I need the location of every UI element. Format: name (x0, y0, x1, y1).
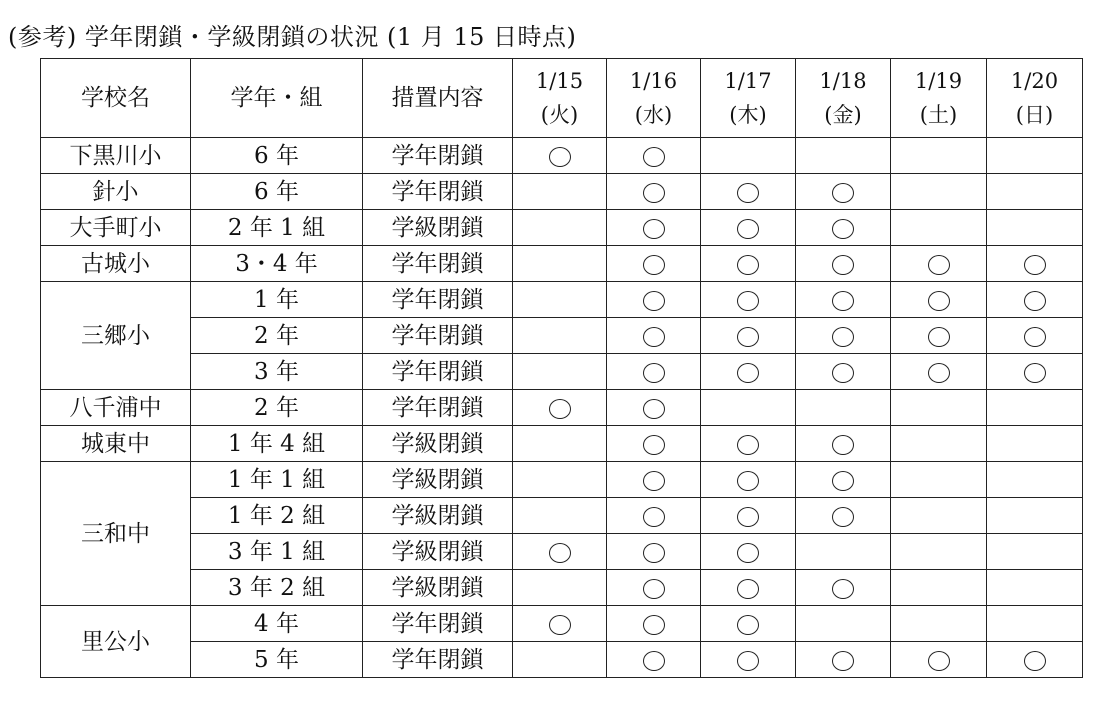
date-status-cell (891, 426, 987, 462)
closed-circle-mark-icon (1024, 363, 1046, 383)
date-status-cell (607, 462, 701, 498)
date-status-cell (987, 210, 1083, 246)
closed-circle-mark-icon (737, 651, 759, 671)
date-status-cell (513, 462, 607, 498)
school-name-cell: 城東中 (41, 426, 191, 462)
date-status-cell (796, 246, 891, 282)
measure-cell: 学級閉鎖 (363, 534, 513, 570)
date-status-cell (701, 282, 796, 318)
date-status-cell (891, 282, 987, 318)
closed-circle-mark-icon (1024, 255, 1046, 275)
closed-circle-mark-icon (737, 615, 759, 635)
table-row (41, 570, 1083, 606)
closed-circle-mark-icon (643, 291, 665, 311)
measure-cell: 学年閉鎖 (363, 390, 513, 426)
table-row (41, 282, 1083, 318)
date-status-cell (891, 462, 987, 498)
date-status-cell (796, 606, 891, 642)
closed-circle-mark-icon (928, 363, 950, 383)
closed-circle-mark-icon (737, 471, 759, 491)
measure-cell: 学年閉鎖 (363, 174, 513, 210)
date-status-cell (701, 570, 796, 606)
measure-cell: 学年閉鎖 (363, 354, 513, 390)
header-measure: 措置内容 (363, 59, 513, 138)
closed-circle-mark-icon (832, 363, 854, 383)
closed-circle-mark-icon (643, 399, 665, 419)
measure-cell: 学級閉鎖 (363, 570, 513, 606)
table-row (41, 390, 1083, 426)
closed-circle-mark-icon (832, 651, 854, 671)
header-date-col: 1/16 (水) (607, 59, 701, 138)
date-status-cell (701, 138, 796, 174)
date-status-cell (607, 246, 701, 282)
table-row (41, 354, 1083, 390)
closed-circle-mark-icon (643, 147, 665, 167)
closed-circle-mark-icon (737, 507, 759, 527)
date-status-cell (513, 570, 607, 606)
date-status-cell (987, 642, 1083, 678)
measure-cell: 学級閉鎖 (363, 210, 513, 246)
grade-class-cell: 1 年 2 組 (191, 498, 363, 534)
date-status-cell (513, 390, 607, 426)
date-status-cell (796, 354, 891, 390)
date-status-cell (701, 426, 796, 462)
closed-circle-mark-icon (643, 507, 665, 527)
school-name-cell: 針小 (41, 174, 191, 210)
date-status-cell (796, 318, 891, 354)
date-status-cell (796, 534, 891, 570)
date-status-cell (891, 246, 987, 282)
date-status-cell (701, 534, 796, 570)
table-row (41, 138, 1083, 174)
closed-circle-mark-icon (737, 543, 759, 563)
closed-circle-mark-icon (832, 291, 854, 311)
table-row (41, 498, 1083, 534)
closed-circle-mark-icon (549, 399, 571, 419)
date-status-cell (796, 390, 891, 426)
grade-class-cell: 3 年 2 組 (191, 570, 363, 606)
closed-circle-mark-icon (549, 147, 571, 167)
date-status-cell (987, 462, 1083, 498)
measure-cell: 学年閉鎖 (363, 246, 513, 282)
closed-circle-mark-icon (737, 435, 759, 455)
table-row (41, 642, 1083, 678)
date-status-cell (513, 606, 607, 642)
closed-circle-mark-icon (737, 291, 759, 311)
grade-class-cell: 6 年 (191, 174, 363, 210)
date-status-cell (987, 390, 1083, 426)
closed-circle-mark-icon (549, 615, 571, 635)
table-row (41, 246, 1083, 282)
date-status-cell (796, 498, 891, 534)
date-status-cell (701, 354, 796, 390)
date-status-cell (987, 246, 1083, 282)
date-status-cell (891, 642, 987, 678)
date-status-cell (891, 318, 987, 354)
school-name-cell: 里公小 (41, 606, 191, 678)
date-status-cell (701, 174, 796, 210)
date-status-cell (891, 174, 987, 210)
table-body (41, 138, 1083, 678)
grade-class-cell: 4 年 (191, 606, 363, 642)
header-row (41, 59, 1083, 138)
date-status-cell (701, 390, 796, 426)
date-status-cell (987, 498, 1083, 534)
date-status-cell (607, 390, 701, 426)
date-status-cell (987, 534, 1083, 570)
date-status-cell (891, 606, 987, 642)
date-status-cell (701, 498, 796, 534)
date-status-cell (701, 318, 796, 354)
date-status-cell (607, 174, 701, 210)
date-status-cell (796, 210, 891, 246)
closed-circle-mark-icon (643, 183, 665, 203)
date-status-cell (513, 498, 607, 534)
date-status-cell (607, 318, 701, 354)
date-status-cell (607, 354, 701, 390)
date-status-cell (891, 498, 987, 534)
closed-circle-mark-icon (832, 507, 854, 527)
grade-class-cell: 1 年 4 組 (191, 426, 363, 462)
date-status-cell (987, 282, 1083, 318)
table-row (41, 318, 1083, 354)
date-status-cell (607, 642, 701, 678)
date-status-cell (607, 210, 701, 246)
date-status-cell (701, 210, 796, 246)
closed-circle-mark-icon (832, 471, 854, 491)
date-status-cell (701, 462, 796, 498)
table-row (41, 210, 1083, 246)
header-date-col: 1/20 (日) (987, 59, 1083, 138)
date-status-cell (607, 498, 701, 534)
grade-class-cell: 2 年 1 組 (191, 210, 363, 246)
closed-circle-mark-icon (643, 651, 665, 671)
school-name-cell: 下黒川小 (41, 138, 191, 174)
measure-cell: 学年閉鎖 (363, 642, 513, 678)
date-status-cell (987, 606, 1083, 642)
date-status-cell (513, 282, 607, 318)
closed-circle-mark-icon (832, 435, 854, 455)
measure-cell: 学級閉鎖 (363, 462, 513, 498)
date-status-cell (987, 318, 1083, 354)
date-status-cell (796, 426, 891, 462)
date-status-cell (607, 282, 701, 318)
closed-circle-mark-icon (549, 543, 571, 563)
closed-circle-mark-icon (737, 219, 759, 239)
table-row (41, 426, 1083, 462)
closed-circle-mark-icon (643, 327, 665, 347)
date-status-cell (987, 174, 1083, 210)
date-status-cell (513, 534, 607, 570)
closed-circle-mark-icon (928, 327, 950, 347)
grade-class-cell: 5 年 (191, 642, 363, 678)
school-name-cell: 大手町小 (41, 210, 191, 246)
header-date-col: 1/18 (金) (796, 59, 891, 138)
date-status-cell (513, 246, 607, 282)
measure-cell: 学年閉鎖 (363, 606, 513, 642)
date-status-cell (513, 210, 607, 246)
date-status-cell (701, 642, 796, 678)
closed-circle-mark-icon (1024, 291, 1046, 311)
table-row (41, 174, 1083, 210)
grade-class-cell: 2 年 (191, 390, 363, 426)
closed-circle-mark-icon (643, 615, 665, 635)
date-status-cell (513, 354, 607, 390)
date-status-cell (701, 606, 796, 642)
closure-status-table (40, 58, 1083, 678)
date-status-cell (513, 426, 607, 462)
date-status-cell (891, 138, 987, 174)
closed-circle-mark-icon (1024, 651, 1046, 671)
measure-cell: 学年閉鎖 (363, 138, 513, 174)
closed-circle-mark-icon (928, 291, 950, 311)
date-status-cell (891, 570, 987, 606)
school-name-cell: 三郷小 (41, 282, 191, 390)
date-status-cell (891, 354, 987, 390)
closed-circle-mark-icon (928, 255, 950, 275)
closed-circle-mark-icon (832, 183, 854, 203)
date-status-cell (891, 390, 987, 426)
closed-circle-mark-icon (737, 255, 759, 275)
closed-circle-mark-icon (832, 579, 854, 599)
table-row (41, 462, 1083, 498)
date-status-cell (987, 426, 1083, 462)
table-row (41, 534, 1083, 570)
date-status-cell (513, 318, 607, 354)
closed-circle-mark-icon (643, 219, 665, 239)
date-status-cell (607, 138, 701, 174)
closed-circle-mark-icon (643, 543, 665, 563)
closed-circle-mark-icon (643, 579, 665, 599)
date-status-cell (796, 138, 891, 174)
date-status-cell (796, 642, 891, 678)
date-status-cell (987, 354, 1083, 390)
closed-circle-mark-icon (643, 471, 665, 491)
header-date-col: 1/19 (土) (891, 59, 987, 138)
date-status-cell (513, 138, 607, 174)
closed-circle-mark-icon (737, 183, 759, 203)
date-status-cell (987, 570, 1083, 606)
header-date-col: 1/15 (火) (513, 59, 607, 138)
date-status-cell (513, 174, 607, 210)
measure-cell: 学級閉鎖 (363, 426, 513, 462)
school-name-cell: 古城小 (41, 246, 191, 282)
header-date-col: 1/17 (木) (701, 59, 796, 138)
grade-class-cell: 6 年 (191, 138, 363, 174)
measure-cell: 学年閉鎖 (363, 282, 513, 318)
closed-circle-mark-icon (643, 435, 665, 455)
grade-class-cell: 1 年 1 組 (191, 462, 363, 498)
grade-class-cell: 3・4 年 (191, 246, 363, 282)
date-status-cell (796, 174, 891, 210)
header-grade: 学年・組 (191, 59, 363, 138)
closed-circle-mark-icon (832, 219, 854, 239)
date-status-cell (891, 210, 987, 246)
date-status-cell (796, 462, 891, 498)
closed-circle-mark-icon (928, 651, 950, 671)
date-status-cell (796, 282, 891, 318)
grade-class-cell: 2 年 (191, 318, 363, 354)
date-status-cell (607, 570, 701, 606)
closed-circle-mark-icon (643, 255, 665, 275)
closed-circle-mark-icon (737, 579, 759, 599)
closed-circle-mark-icon (737, 363, 759, 383)
school-name-cell: 八千浦中 (41, 390, 191, 426)
date-status-cell (987, 138, 1083, 174)
closed-circle-mark-icon (832, 255, 854, 275)
date-status-cell (891, 534, 987, 570)
date-status-cell (513, 642, 607, 678)
grade-class-cell: 1 年 (191, 282, 363, 318)
measure-cell: 学年閉鎖 (363, 318, 513, 354)
date-status-cell (607, 534, 701, 570)
table-row (41, 606, 1083, 642)
closed-circle-mark-icon (1024, 327, 1046, 347)
date-status-cell (701, 246, 796, 282)
date-status-cell (607, 426, 701, 462)
grade-class-cell: 3 年 1 組 (191, 534, 363, 570)
measure-cell: 学級閉鎖 (363, 498, 513, 534)
closed-circle-mark-icon (832, 327, 854, 347)
grade-class-cell: 3 年 (191, 354, 363, 390)
document-title: (参考) 学年閉鎖・学級閉鎖の状況 (1 月 15 日時点) (8, 23, 577, 51)
date-status-cell (796, 570, 891, 606)
closed-circle-mark-icon (643, 363, 665, 383)
closed-circle-mark-icon (737, 327, 759, 347)
school-name-cell: 三和中 (41, 462, 191, 606)
header-school: 学校名 (41, 59, 191, 138)
date-status-cell (607, 606, 701, 642)
